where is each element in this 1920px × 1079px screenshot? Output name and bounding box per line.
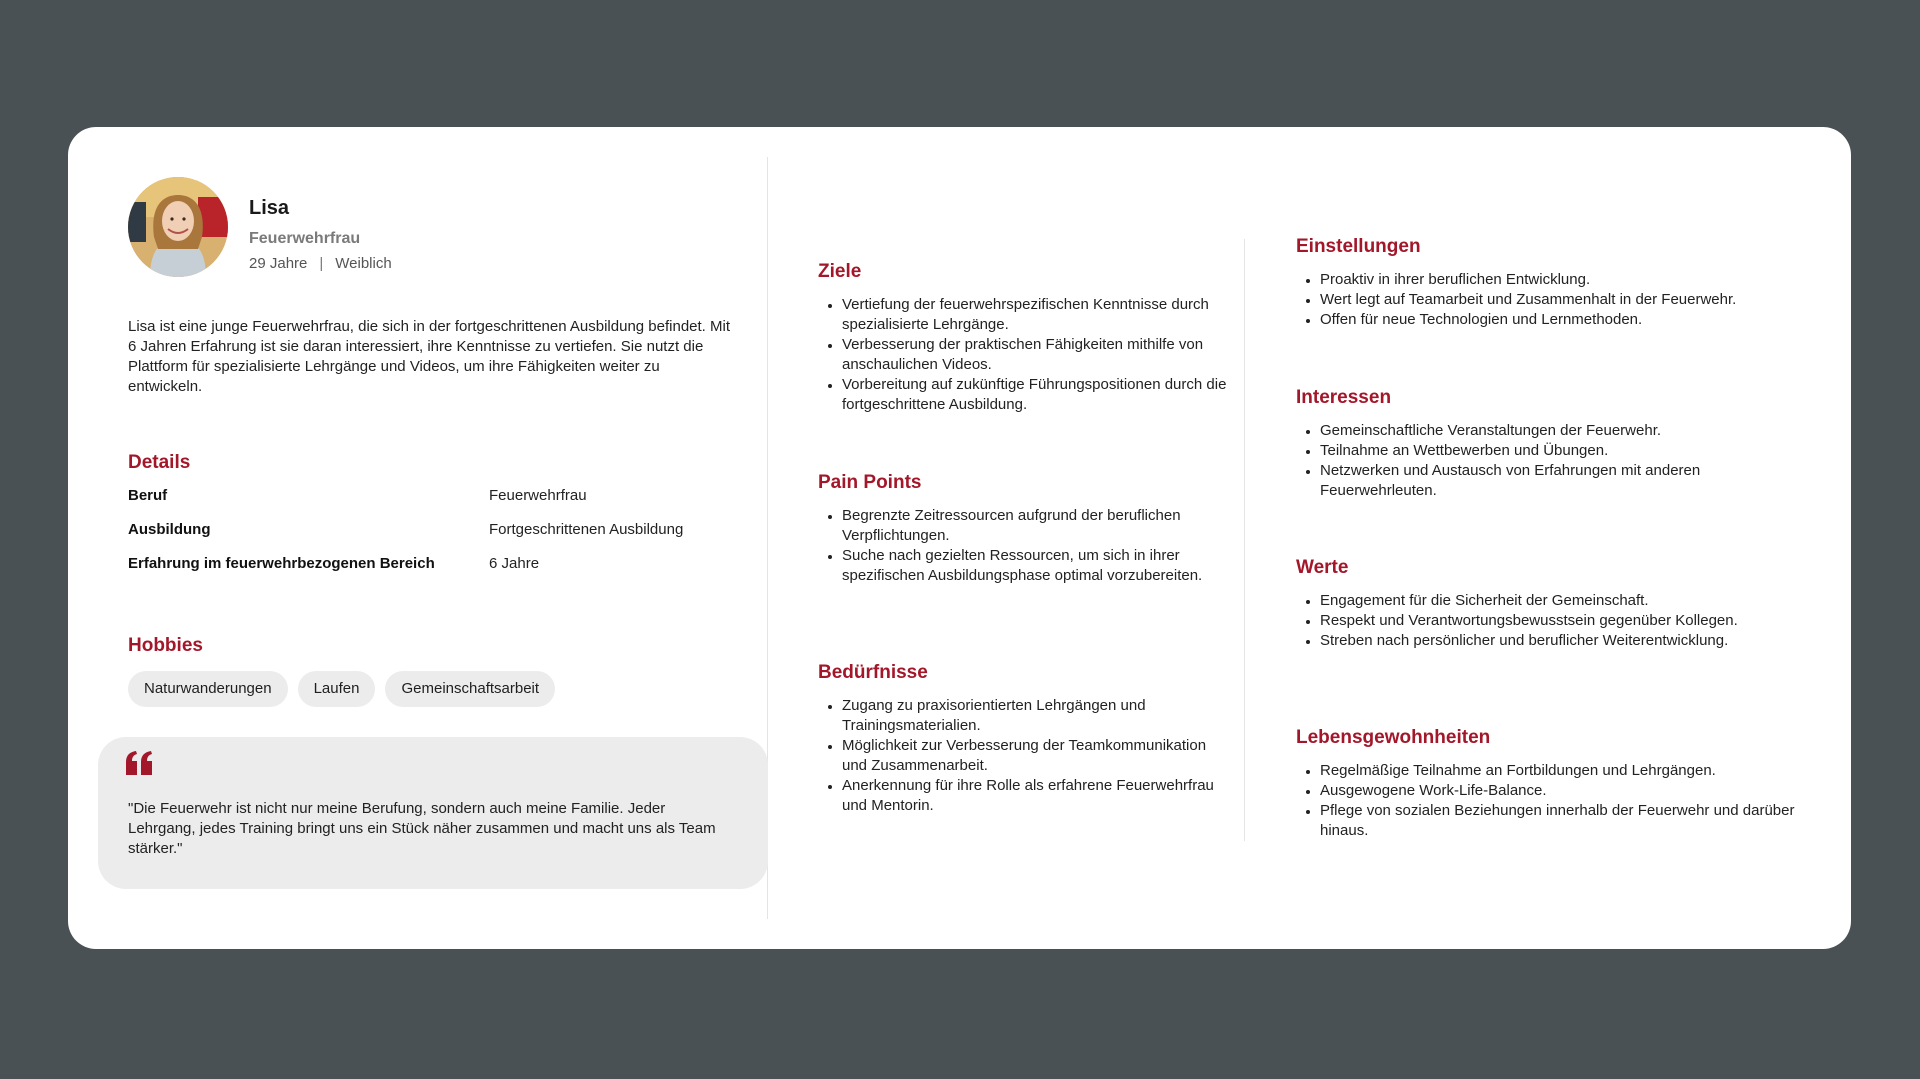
section-lebensgewohnheiten [1296, 727, 1796, 841]
list-item: • Möglichkeit zur Verbesserung der Teamkommunikation und Zusammenarbeit. [842, 736, 1218, 776]
persona-role: Feuerwehrfrau [249, 230, 361, 247]
details-heading: Details [128, 452, 191, 473]
list-item: • Vorbereitung auf zukünftige Führungspositionen durch die fortgeschrittene Ausbildung. [842, 375, 1238, 415]
section-werte [1296, 557, 1776, 651]
details-value: 6 Jahre [489, 555, 540, 572]
avatar-photo-icon [128, 177, 228, 277]
details-label: Beruf [128, 487, 168, 504]
persona-bio: Lisa ist eine junge Feuerwehrfrau, die sich in der fortgeschrittenen Ausbildung befindet. Mit 6 Jahren Erfahrung ist sie daran interessiert, ihre Kenntnisse zu vertiefen. Sie nutzt die Plattform für spezialisierte Lehrgänge und Videos, um ihre Fähigkeiten weiter zu entwickeln. [128, 318, 731, 395]
list-item: • Vertiefung der feuerwehrspezifischen Kenntnisse durch spezialisierte Lehrgänge. [842, 295, 1238, 335]
beduerfnisse-heading: Bedürfnisse [818, 662, 928, 683]
persona-name: Lisa [249, 197, 290, 219]
details-label: Ausbildung [128, 521, 211, 538]
list-item: • Respekt und Verantwortungsbewusstsein gegenüber Kollegen. [1320, 611, 1776, 631]
list-item: • Regelmäßige Teilnahme an Fortbildungen und Lehrgängen. [1320, 761, 1796, 781]
list-item: • Engagement für die Sicherheit der Gemeinschaft. [1320, 591, 1776, 611]
list-item: • Anerkennung für ihre Rolle als erfahrene Feuerwehrfrau und Mentorin. [842, 776, 1218, 816]
details-value: Fortgeschrittenen Ausbildung [489, 521, 684, 538]
list-item: • Gemeinschaftliche Veranstaltungen der Feuerwehr. [1320, 421, 1776, 441]
details-row [128, 521, 728, 555]
hobbies-heading: Hobbies [128, 635, 203, 656]
list-item: • Verbesserung der praktischen Fähigkeiten mithilfe von anschaulichen Videos. [842, 335, 1238, 375]
ziele-heading: Ziele [818, 261, 862, 282]
section-ziele [818, 261, 1238, 415]
beduerfnisse-list [818, 696, 1218, 816]
painpoints-list [818, 506, 1218, 586]
hobby-chip: Laufen [298, 671, 376, 707]
einstellungen-heading: Einstellungen [1296, 236, 1421, 257]
persona-age: 29 Jahre [249, 255, 308, 272]
details-value: Feuerwehrfrau [489, 487, 587, 504]
hobby-chip: Naturwanderungen [128, 671, 288, 707]
details-row [128, 487, 728, 521]
avatar [128, 177, 228, 277]
einstellungen-list [1296, 270, 1816, 330]
werte-heading: Werte [1296, 557, 1349, 578]
section-painpoints [818, 472, 1218, 586]
hobby-chip: Gemeinschaftsarbeit [385, 671, 555, 707]
list-item: • Streben nach persönlicher und beruflicher Weiterentwicklung. [1320, 631, 1776, 651]
list-item: • Netzwerken und Austausch von Erfahrungen mit anderen Feuerwehrleuten. [1320, 461, 1776, 501]
details-label: Erfahrung im feuerwehrbezogenen Bereich [128, 555, 435, 572]
list-item: • Begrenzte Zeitressourcen aufgrund der beruflichen Verpflichtungen. [842, 506, 1218, 546]
lebensgewohnheiten-heading: Lebensgewohnheiten [1296, 727, 1491, 748]
list-item: • Zugang zu praxisorientierten Lehrgängen und Trainingsmaterialien. [842, 696, 1218, 736]
section-beduerfnisse [818, 662, 1218, 816]
details-table [128, 487, 728, 589]
list-item: • Ausgewogene Work-Life-Balance. [1320, 781, 1796, 801]
list-item: • Pflege von sozialen Beziehungen innerhalb der Feuerwehr und darüber hinaus. [1320, 801, 1796, 841]
list-item: • Wert legt auf Teamarbeit und Zusammenhalt in der Feuerwehr. [1320, 290, 1816, 310]
list-item: • Suche nach gezielten Ressourcen, um sich in ihrer spezifischen Ausbildungsphase optimal vorzubereiten. [842, 546, 1218, 586]
painpoints-heading: Pain Points [818, 472, 922, 493]
persona-gender: Weiblich [335, 255, 392, 272]
section-einstellungen [1296, 236, 1816, 330]
lebensgewohnheiten-list [1296, 761, 1796, 841]
ziele-list [818, 295, 1238, 415]
column-divider-right [1244, 239, 1245, 841]
quote-text: "Die Feuerwehr ist nicht nur meine Berufung, sondern auch meine Familie. Jeder Lehrgang, jedes Training bringt uns ein Stück näher zusammen und macht uns als Team stärker." [128, 800, 716, 857]
interessen-list [1296, 421, 1776, 501]
persona-card [68, 127, 1851, 949]
persona-meta [249, 255, 392, 272]
quote-box [98, 737, 768, 889]
meta-separator: | [319, 255, 324, 272]
section-interessen [1296, 387, 1776, 501]
interessen-heading: Interessen [1296, 387, 1392, 408]
werte-list [1296, 591, 1776, 651]
quote-icon [126, 751, 154, 775]
list-item: • Offen für neue Technologien und Lernmethoden. [1320, 310, 1816, 330]
details-row [128, 555, 728, 589]
list-item: • Teilnahme an Wettbewerben und Übungen. [1320, 441, 1776, 461]
hobbies-list [128, 671, 555, 707]
list-item: • Proaktiv in ihrer beruflichen Entwicklung. [1320, 270, 1816, 290]
